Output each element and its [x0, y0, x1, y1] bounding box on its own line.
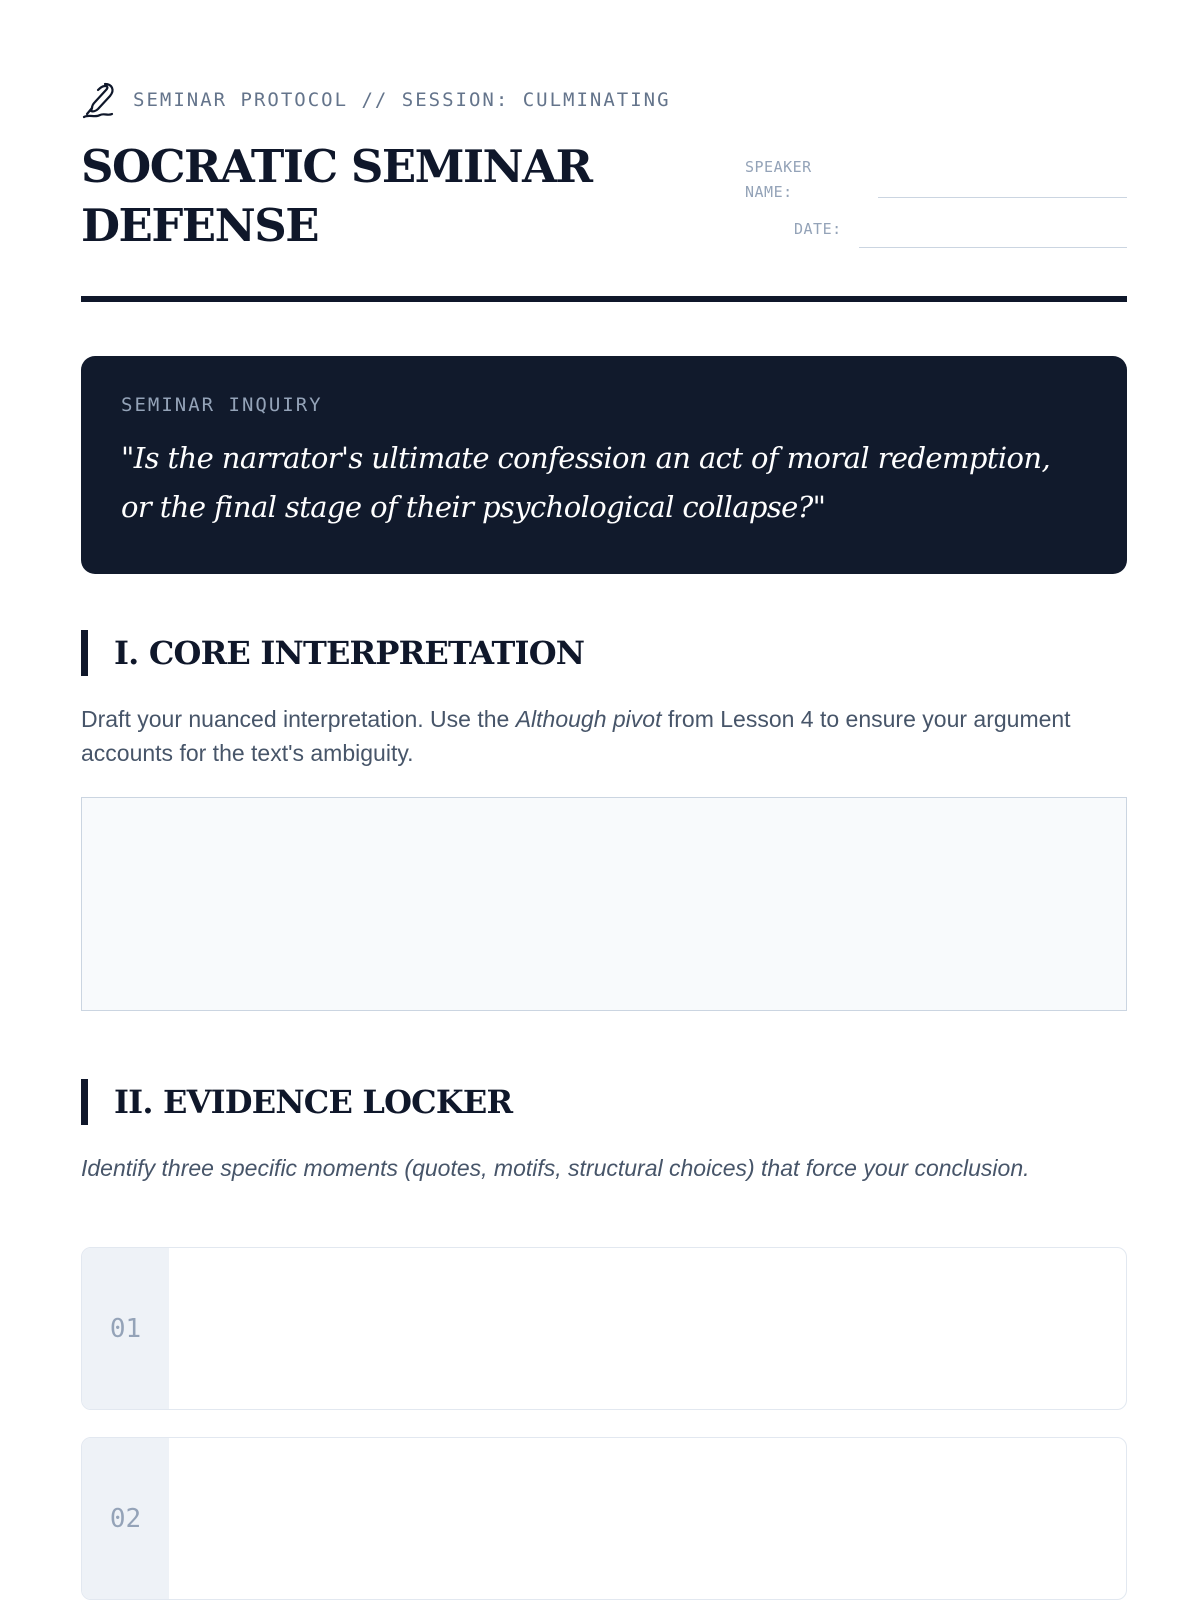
speaker-name-row	[745, 155, 1127, 205]
date-label: DATE:	[794, 220, 842, 238]
evidence-number: 02	[82, 1438, 169, 1599]
date-field[interactable]	[859, 247, 1127, 248]
instructions-text: Draft your nuanced interpretation. Use the	[81, 706, 516, 732]
section-accent-bar	[81, 1079, 88, 1125]
date-row	[745, 217, 1127, 267]
header-divider	[81, 296, 1127, 302]
inquiry-label: SEMINAR INQUIRY	[121, 394, 323, 416]
evidence-item	[81, 1437, 1127, 1600]
evidence-locker-instructions: Identify three specific moments (quotes, motifs, structural choices) that force your conclusion.	[81, 1155, 1030, 1181]
evidence-entry-field[interactable]	[169, 1438, 1126, 1599]
instructions-text: from Lesson 4 to ensure your argument accounts for the text's ambiguity.	[81, 706, 1071, 766]
seminar-inquiry-card	[81, 356, 1127, 574]
core-interpretation-instructions	[81, 702, 1081, 770]
section-core-interpretation-heading	[81, 629, 584, 677]
inquiry-question: "Is the narrator's ultimate confession an act of moral redemption, or the final stage of their psychological collapse?"	[121, 441, 1051, 524]
section-evidence-locker-heading	[81, 1078, 512, 1126]
page-title: SOCRATIC SEMINAR DEFENSE	[81, 140, 592, 252]
interpretation-response-box[interactable]	[81, 797, 1127, 1011]
protocol-label: SEMINAR PROTOCOL // SESSION: CULMINATING	[133, 89, 671, 111]
section-title: II. EVIDENCE LOCKER	[114, 1083, 513, 1121]
meta-fields	[745, 155, 1127, 267]
speaker-name-label: SPEAKER NAME:	[745, 158, 812, 201]
pen-nib-icon	[81, 81, 117, 119]
section-title: I. CORE INTERPRETATION	[114, 634, 585, 672]
section-accent-bar	[81, 630, 88, 676]
evidence-number: 01	[82, 1248, 169, 1409]
protocol-header	[81, 81, 671, 119]
instructions-emphasis: Although pivot	[515, 706, 662, 732]
evidence-entry-field[interactable]	[169, 1248, 1126, 1409]
evidence-item	[81, 1247, 1127, 1410]
speaker-name-field[interactable]	[878, 197, 1127, 198]
